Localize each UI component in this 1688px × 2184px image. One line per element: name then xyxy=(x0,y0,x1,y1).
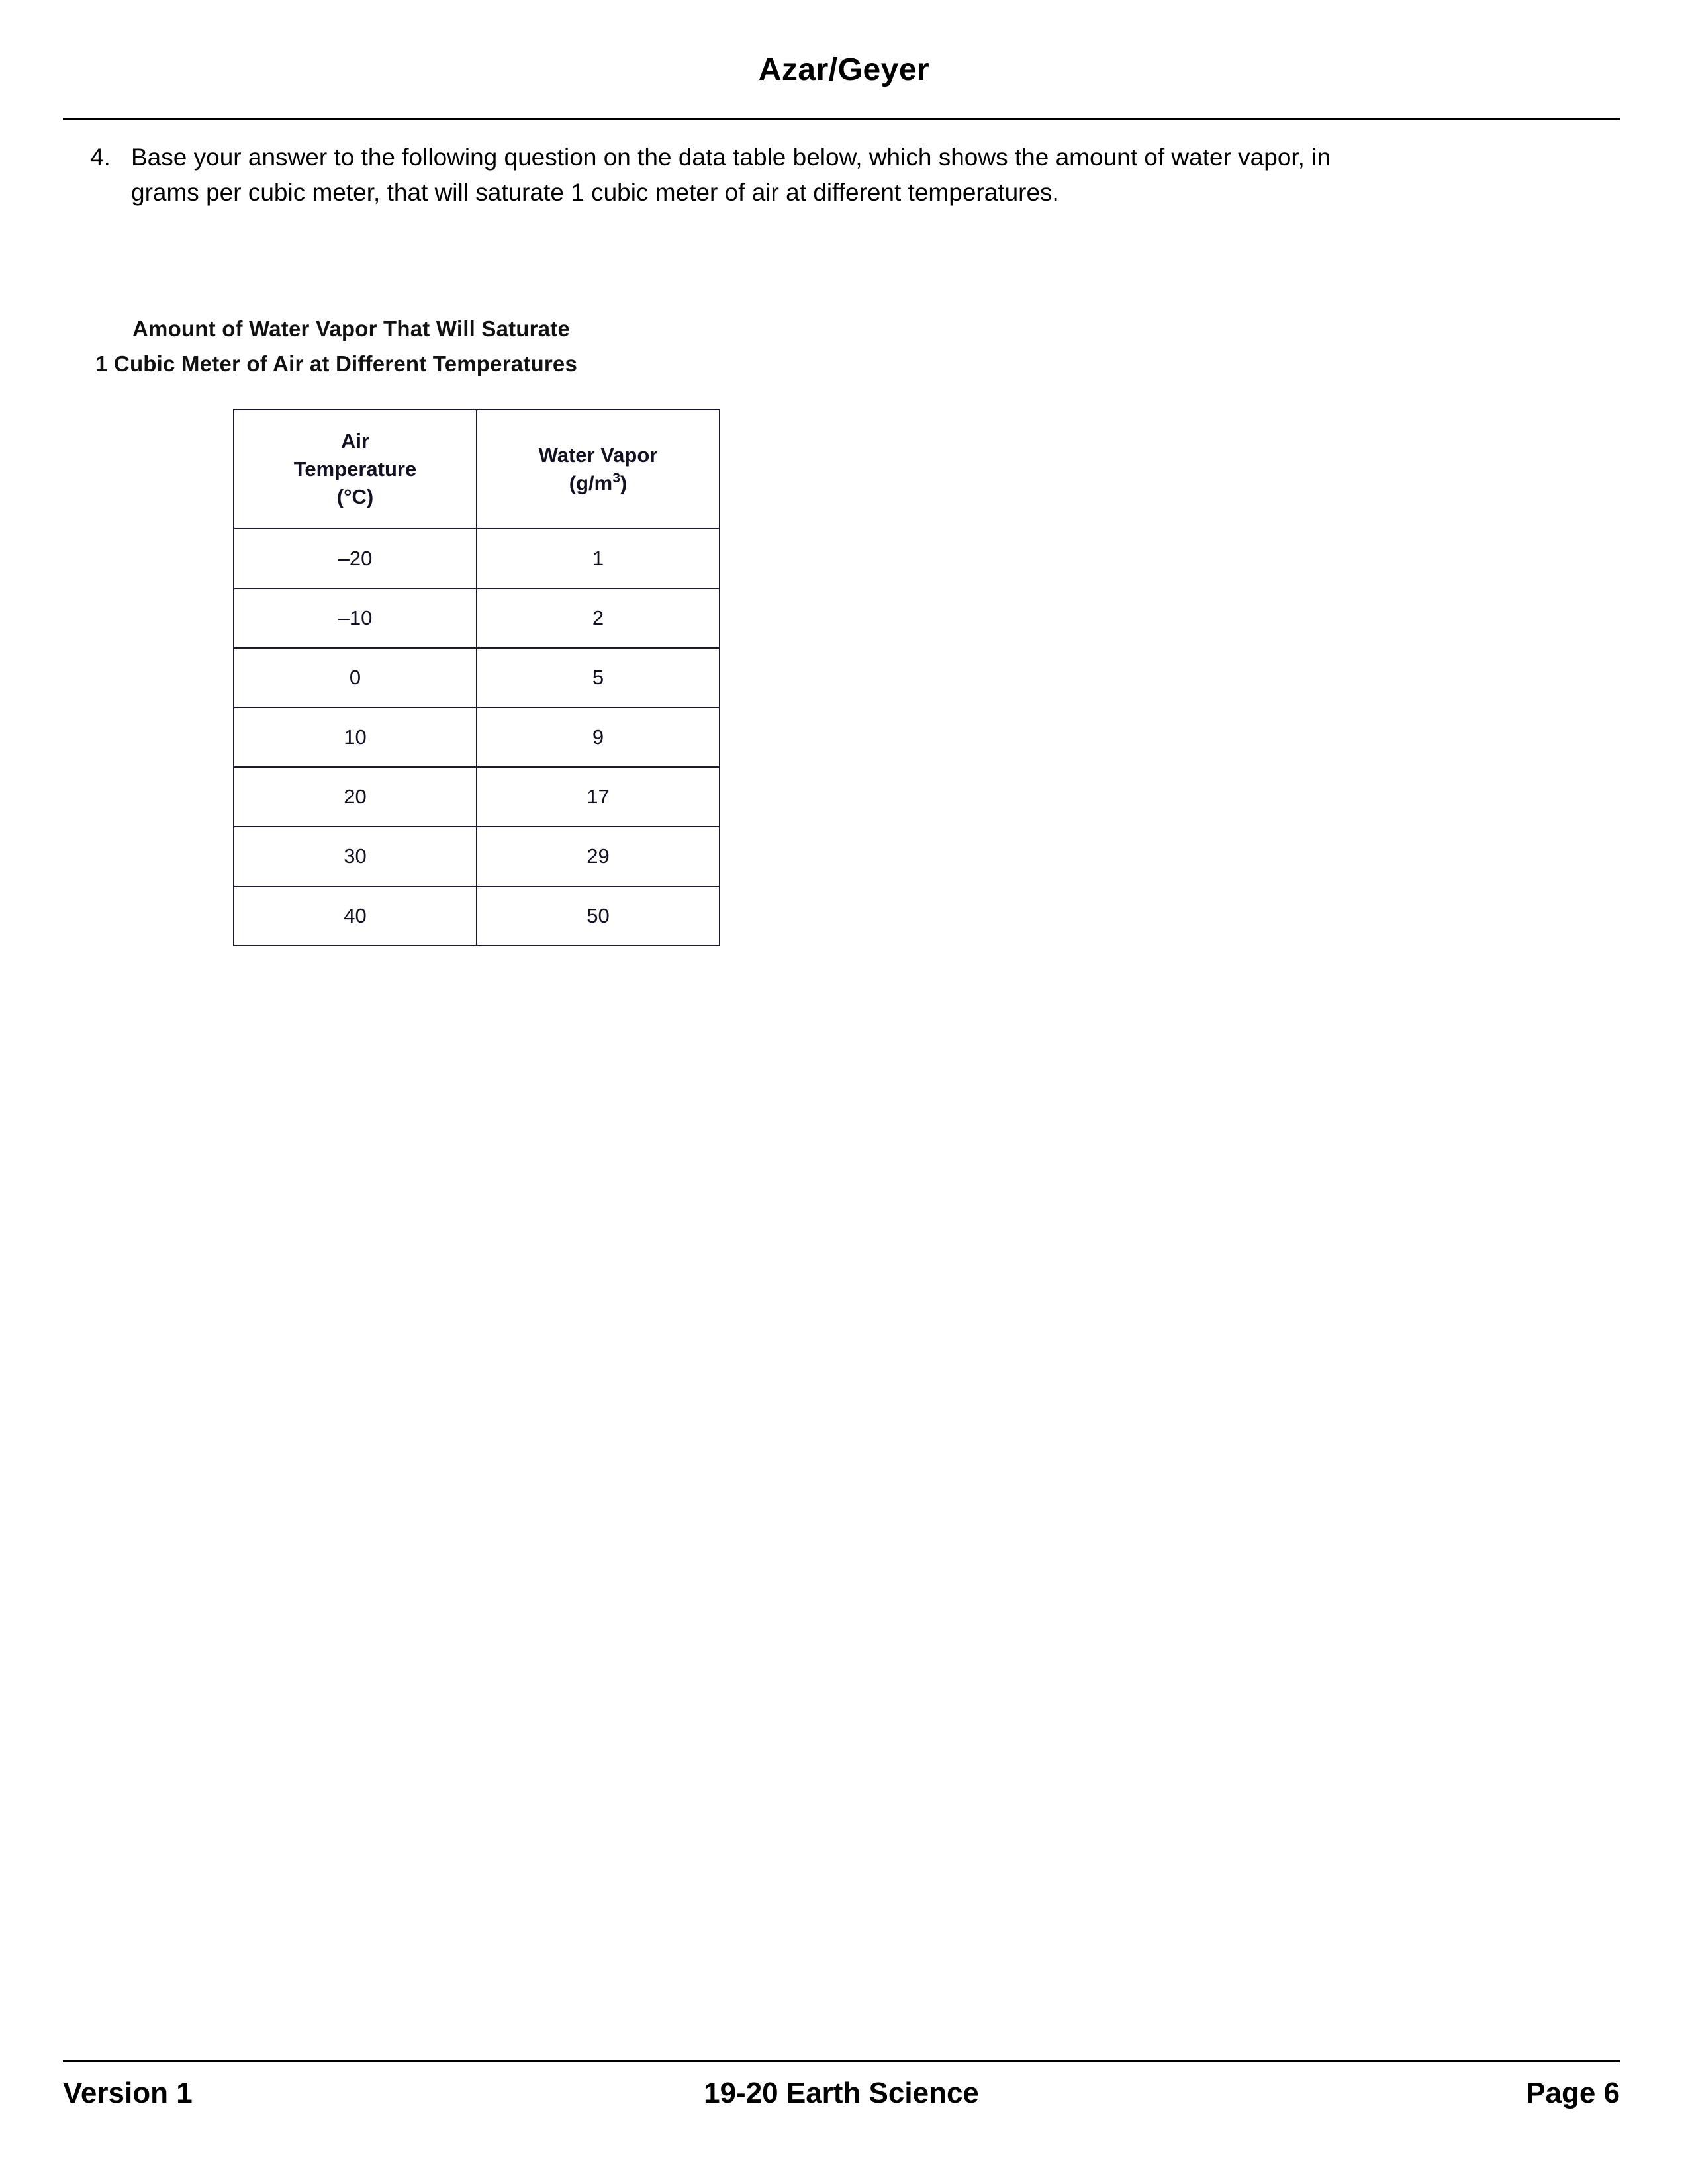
table-header-row xyxy=(234,410,720,529)
table-row xyxy=(234,886,720,946)
water-vapor-header-line-2 xyxy=(477,469,719,497)
cell-air-temperature: 0 xyxy=(234,648,477,707)
water-vapor-units-suffix: ) xyxy=(620,471,628,495)
table-header-row-group xyxy=(234,410,720,529)
cell-water-vapor: 5 xyxy=(477,648,720,707)
cell-water-vapor: 9 xyxy=(477,707,720,767)
footer-version: Version 1 xyxy=(63,2077,193,2109)
footer-course-title: 19-20 Earth Science xyxy=(704,2077,979,2109)
header-title: Azar/Geyer xyxy=(758,52,930,87)
cell-air-temperature: –10 xyxy=(234,588,477,648)
question-number: 4. xyxy=(90,144,111,171)
cell-water-vapor: 17 xyxy=(477,767,720,827)
table-row xyxy=(234,707,720,767)
table-row xyxy=(234,588,720,648)
table-row xyxy=(234,767,720,827)
water-vapor-header-line-1: Water Vapor xyxy=(538,443,658,467)
header-divider xyxy=(63,118,1620,120)
cell-water-vapor: 2 xyxy=(477,588,720,648)
cell-water-vapor: 50 xyxy=(477,886,720,946)
table-caption-line-2: 1 Cubic Meter of Air at Different Temperatures xyxy=(95,351,578,377)
table-row xyxy=(234,648,720,707)
air-temperature-header-line-3: (°C) xyxy=(336,485,374,509)
cell-water-vapor: 1 xyxy=(477,529,720,588)
question-block xyxy=(90,140,1467,210)
cell-air-temperature: 10 xyxy=(234,707,477,767)
question-text: Base your answer to the following question on the data table below, which shows the amount of water vapor, in grams per cubic meter, that will saturate 1 cubic meter of air at different temperatures. xyxy=(131,144,1331,206)
water-vapor-units-prefix: (g/m xyxy=(569,471,613,495)
table-caption-line-1: Amount of Water Vapor That Will Saturate xyxy=(132,316,571,341)
cell-water-vapor: 29 xyxy=(477,827,720,886)
page-footer xyxy=(63,2077,1620,2110)
cell-air-temperature: –20 xyxy=(234,529,477,588)
air-temperature-header-line-2: Temperature xyxy=(293,457,417,480)
water-vapor-units-exponent: 3 xyxy=(612,470,620,486)
table-body xyxy=(234,529,720,946)
cell-air-temperature: 40 xyxy=(234,886,477,946)
table-caption xyxy=(95,311,927,382)
air-temperature-header-line-1: Air xyxy=(340,429,370,453)
cell-air-temperature: 20 xyxy=(234,767,477,827)
water-vapor-data-table xyxy=(233,409,720,946)
table-row xyxy=(234,529,720,588)
data-table-container xyxy=(233,409,720,946)
column-header-water-vapor xyxy=(477,410,720,529)
footer-page-number: Page 6 xyxy=(1526,2077,1620,2109)
page-header xyxy=(0,52,1688,88)
footer-divider xyxy=(63,2060,1620,2062)
table-row xyxy=(234,827,720,886)
column-header-air-temperature xyxy=(234,410,477,529)
cell-air-temperature: 30 xyxy=(234,827,477,886)
